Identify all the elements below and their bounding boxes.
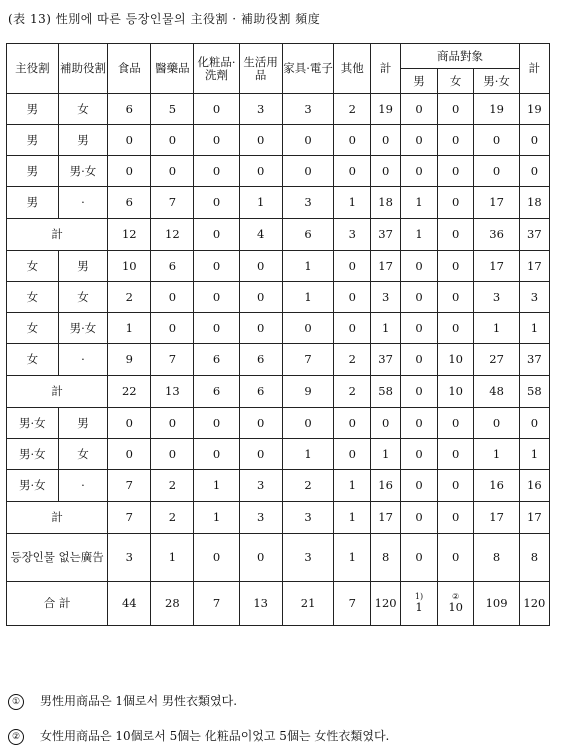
table-row	[7, 156, 550, 187]
cell-target-male: 0	[401, 344, 438, 376]
cell-value: 1	[334, 502, 371, 534]
cell-total: 18	[371, 187, 401, 219]
cell-value: 2	[334, 376, 371, 408]
cell-sub-role: 女	[58, 282, 108, 313]
cell-value: 0	[194, 313, 239, 344]
header-main-role: 主役割	[7, 44, 59, 94]
cell-total-2: 1	[519, 313, 549, 344]
cell-value: 6	[239, 376, 282, 408]
cell-value: 6	[151, 251, 194, 282]
cell-total-2: 1	[519, 439, 549, 470]
cell-value: 0	[282, 156, 334, 187]
cell-value: 0	[194, 282, 239, 313]
cell-value: 0	[151, 282, 194, 313]
table-row	[7, 94, 550, 125]
cell-value: 0	[334, 125, 371, 156]
cell-value: 1	[282, 282, 334, 313]
subtotal-row	[7, 502, 550, 534]
table-title: (表 13) 性別에 따른 등장인물의 主役割 · 補助役割 頻度	[8, 12, 321, 26]
cell-value: 0	[239, 439, 282, 470]
cell-sub-role: 男·女	[58, 156, 108, 187]
header-category: 醫藥品	[151, 44, 194, 94]
cell-value: 3	[282, 187, 334, 219]
cell-main-role: 男	[7, 156, 59, 187]
cell-value: 3	[239, 502, 282, 534]
row-label: 등장인물 없는廣告	[7, 534, 108, 582]
cell-value: 10	[108, 251, 151, 282]
cell-total: 58	[371, 376, 401, 408]
cell-value: 3	[282, 94, 334, 125]
cell-value: 0	[194, 251, 239, 282]
cell-target-female: 10	[437, 344, 474, 376]
cell-target-female: 0	[437, 439, 474, 470]
cell-value: 0	[108, 408, 151, 439]
cell-value: 7	[151, 344, 194, 376]
header-category: 家具·電子	[282, 44, 334, 94]
cell-value: 0	[108, 125, 151, 156]
header-category: 其他	[334, 44, 371, 94]
cell-value: 6	[239, 344, 282, 376]
cell-value: 1	[282, 251, 334, 282]
header-target-col: 女	[437, 69, 474, 94]
header-target: 商品對象	[401, 44, 520, 69]
cell-total-2: 17	[519, 251, 549, 282]
frequency-table	[6, 43, 550, 626]
cell-value: 0	[194, 408, 239, 439]
cell-value: 1	[194, 470, 239, 502]
cell-total: 0	[371, 156, 401, 187]
table-row	[7, 344, 550, 376]
cell-target-both: 27	[474, 344, 519, 376]
no-character-row	[7, 534, 550, 582]
cell-value: 7	[194, 582, 239, 626]
cell-value: 7	[108, 502, 151, 534]
cell-value: 0	[334, 313, 371, 344]
cell-value: 0	[194, 439, 239, 470]
cell-value: 0	[334, 439, 371, 470]
cell-sub-role: 女	[58, 439, 108, 470]
cell-target-both: 48	[474, 376, 519, 408]
table-row	[7, 125, 550, 156]
cell-value: 0	[194, 94, 239, 125]
cell-value: 3	[282, 502, 334, 534]
cell-value-text: 1	[415, 600, 423, 615]
cell-value: 1	[334, 187, 371, 219]
cell-target-both: 0	[474, 408, 519, 439]
cell-target-female: 0	[437, 502, 474, 534]
cell-total-2: 19	[519, 94, 549, 125]
cell-value: 3	[282, 534, 334, 582]
cell-target-male: 0	[401, 376, 438, 408]
header-total-2: 計	[519, 44, 549, 94]
cell-target-female: 0	[437, 156, 474, 187]
cell-total: 19	[371, 94, 401, 125]
cell-value: 0	[334, 251, 371, 282]
cell-target-both: 1	[474, 313, 519, 344]
cell-value: 0	[239, 156, 282, 187]
table-row	[7, 251, 550, 282]
header-category: 食品	[108, 44, 151, 94]
cell-value: 1	[108, 313, 151, 344]
cell-value: 0	[239, 313, 282, 344]
cell-sub-role: ·	[58, 470, 108, 502]
subtotal-row	[7, 376, 550, 408]
cell-target-male: 0	[401, 94, 438, 125]
cell-total: 1	[371, 313, 401, 344]
cell-sub-role: 男	[58, 408, 108, 439]
cell-value: 6	[194, 376, 239, 408]
cell-target-male: 0	[401, 313, 438, 344]
note-marker-2: ②	[8, 729, 24, 745]
footnote-marker: ②	[452, 592, 460, 602]
cell-value: 7	[151, 187, 194, 219]
cell-value: 0	[334, 408, 371, 439]
cell-total: 17	[371, 251, 401, 282]
cell-main-role: 男·女	[7, 408, 59, 439]
cell-value: 12	[108, 219, 151, 251]
cell-total-2: 16	[519, 470, 549, 502]
cell-value: 9	[282, 376, 334, 408]
cell-target-female: 0	[437, 251, 474, 282]
cell-target-both: 19	[474, 94, 519, 125]
cell-value: 13	[151, 376, 194, 408]
cell-main-role: 男	[7, 187, 59, 219]
cell-value: 6	[194, 344, 239, 376]
cell-value: 2	[282, 470, 334, 502]
cell-value: 28	[151, 582, 194, 626]
cell-value: 6	[108, 94, 151, 125]
cell-main-role: 女	[7, 251, 59, 282]
cell-value-text: 10	[448, 600, 463, 615]
cell-target-both: 0	[474, 156, 519, 187]
cell-target-male: 0	[401, 439, 438, 470]
cell-value: 7	[108, 470, 151, 502]
cell-value: 2	[108, 282, 151, 313]
cell-total: 3	[371, 282, 401, 313]
cell-main-role: 女	[7, 344, 59, 376]
cell-target-both: 8	[474, 534, 519, 582]
row-label: 計	[7, 502, 108, 534]
table-row	[7, 408, 550, 439]
cell-total: 8	[371, 534, 401, 582]
cell-sub-role: 男	[58, 125, 108, 156]
cell-main-role: 男·女	[7, 439, 59, 470]
note-1	[8, 692, 237, 710]
row-label: 計	[7, 376, 108, 408]
table-row	[7, 282, 550, 313]
header-sub-role: 補助役割	[58, 44, 108, 94]
cell-value: 1	[282, 439, 334, 470]
cell-value: 2	[151, 470, 194, 502]
cell-value: 9	[108, 344, 151, 376]
cell-value: 1	[239, 187, 282, 219]
cell-total-2: 120	[519, 582, 549, 626]
note-marker-1: ①	[8, 694, 24, 710]
cell-total-2: 3	[519, 282, 549, 313]
cell-target-both: 3	[474, 282, 519, 313]
cell-total-2: 8	[519, 534, 549, 582]
table-row	[7, 439, 550, 470]
cell-total-2: 17	[519, 502, 549, 534]
cell-total: 37	[371, 219, 401, 251]
cell-target-male: 0	[401, 156, 438, 187]
cell-total-2: 18	[519, 187, 549, 219]
cell-total: 37	[371, 344, 401, 376]
cell-target-both: 0	[474, 125, 519, 156]
cell-value: 0	[239, 282, 282, 313]
note-text-2: 女性用商品은 10個로서 5個는 化粧品이었고 5個는 女性衣類였다.	[40, 729, 390, 743]
cell-value: 0	[151, 313, 194, 344]
cell-value: 6	[108, 187, 151, 219]
cell-target-male: 1	[401, 219, 438, 251]
cell-value: 0	[151, 439, 194, 470]
cell-target-male: 0	[401, 282, 438, 313]
grand-total-row	[7, 582, 550, 626]
header-target-col: 男·女	[474, 69, 519, 94]
cell-value: 1	[194, 502, 239, 534]
cell-target-male	[401, 582, 438, 626]
cell-value: 12	[151, 219, 194, 251]
cell-value: 0	[239, 251, 282, 282]
cell-target-both: 109	[474, 582, 519, 626]
cell-target-male: 0	[401, 408, 438, 439]
cell-target-male: 0	[401, 502, 438, 534]
cell-target-female: 10	[437, 376, 474, 408]
cell-target-male: 1	[401, 187, 438, 219]
cell-target-male: 0	[401, 534, 438, 582]
cell-main-role: 男	[7, 125, 59, 156]
cell-value: 2	[334, 94, 371, 125]
cell-target-female: 0	[437, 534, 474, 582]
cell-value: 0	[151, 125, 194, 156]
cell-value: 1	[151, 534, 194, 582]
cell-target-female: 0	[437, 219, 474, 251]
cell-main-role: 女	[7, 282, 59, 313]
cell-sub-role: 女	[58, 94, 108, 125]
cell-value: 1	[334, 534, 371, 582]
cell-target-female: 0	[437, 125, 474, 156]
cell-value: 0	[194, 187, 239, 219]
cell-value: 0	[151, 408, 194, 439]
cell-total-2: 0	[519, 125, 549, 156]
cell-sub-role: 男	[58, 251, 108, 282]
cell-target-male: 0	[401, 125, 438, 156]
cell-target-male: 0	[401, 251, 438, 282]
table-row	[7, 313, 550, 344]
footnote-marker: 1)	[414, 592, 424, 602]
cell-main-role: 男	[7, 94, 59, 125]
cell-target-female: 0	[437, 470, 474, 502]
cell-value: 5	[151, 94, 194, 125]
cell-value: 0	[108, 439, 151, 470]
cell-value: 2	[334, 344, 371, 376]
cell-sub-role: ·	[58, 187, 108, 219]
row-label: 合 計	[7, 582, 108, 626]
subtotal-row	[7, 219, 550, 251]
cell-total-2: 0	[519, 408, 549, 439]
table-row	[7, 187, 550, 219]
cell-value: 7	[282, 344, 334, 376]
cell-total: 17	[371, 502, 401, 534]
cell-value: 44	[108, 582, 151, 626]
cell-value: 3	[108, 534, 151, 582]
cell-value: 0	[239, 125, 282, 156]
cell-value: 22	[108, 376, 151, 408]
cell-target-both: 16	[474, 470, 519, 502]
cell-value: 0	[239, 408, 282, 439]
cell-target-female: 0	[437, 94, 474, 125]
cell-value: 7	[334, 582, 371, 626]
cell-total-2: 58	[519, 376, 549, 408]
cell-value: 1	[334, 470, 371, 502]
cell-value: 3	[334, 219, 371, 251]
cell-value: 4	[239, 219, 282, 251]
header-target-col: 男	[401, 69, 438, 94]
cell-total: 0	[371, 125, 401, 156]
header-category: 化粧品·洗劑	[194, 44, 239, 94]
cell-total: 16	[371, 470, 401, 502]
cell-total-2: 0	[519, 156, 549, 187]
note-text-1: 男性用商品은 1個로서 男性衣類였다.	[40, 694, 238, 708]
cell-target-male: 0	[401, 470, 438, 502]
cell-target-female: 0	[437, 313, 474, 344]
cell-value: 0	[194, 219, 239, 251]
cell-total: 1	[371, 439, 401, 470]
cell-target-both: 17	[474, 502, 519, 534]
cell-value: 0	[194, 125, 239, 156]
note-2	[8, 727, 389, 745]
cell-value: 13	[239, 582, 282, 626]
cell-total-2: 37	[519, 344, 549, 376]
cell-value: 0	[334, 156, 371, 187]
cell-main-role: 男·女	[7, 470, 59, 502]
cell-total: 120	[371, 582, 401, 626]
cell-value: 0	[282, 125, 334, 156]
table-row	[7, 470, 550, 502]
cell-target-female: 0	[437, 187, 474, 219]
cell-target-female: 0	[437, 282, 474, 313]
cell-value: 2	[151, 502, 194, 534]
cell-value: 0	[108, 156, 151, 187]
cell-target-both: 17	[474, 251, 519, 282]
header-total: 計	[371, 44, 401, 94]
cell-target-female: 0	[437, 408, 474, 439]
cell-value: 3	[239, 94, 282, 125]
cell-sub-role: 男·女	[58, 313, 108, 344]
cell-sub-role: ·	[58, 344, 108, 376]
cell-value: 21	[282, 582, 334, 626]
cell-target-female	[437, 582, 474, 626]
cell-target-both: 1	[474, 439, 519, 470]
cell-target-both: 36	[474, 219, 519, 251]
cell-value: 0	[194, 156, 239, 187]
cell-value: 0	[282, 313, 334, 344]
cell-total-2: 37	[519, 219, 549, 251]
cell-value: 0	[194, 534, 239, 582]
cell-value: 3	[239, 470, 282, 502]
cell-target-both: 17	[474, 187, 519, 219]
cell-total: 0	[371, 408, 401, 439]
header-category: 生活用品	[239, 44, 282, 94]
cell-value: 0	[334, 282, 371, 313]
cell-value: 0	[151, 156, 194, 187]
cell-value: 0	[282, 408, 334, 439]
cell-main-role: 女	[7, 313, 59, 344]
row-label: 計	[7, 219, 108, 251]
cell-value: 0	[239, 534, 282, 582]
cell-value: 6	[282, 219, 334, 251]
